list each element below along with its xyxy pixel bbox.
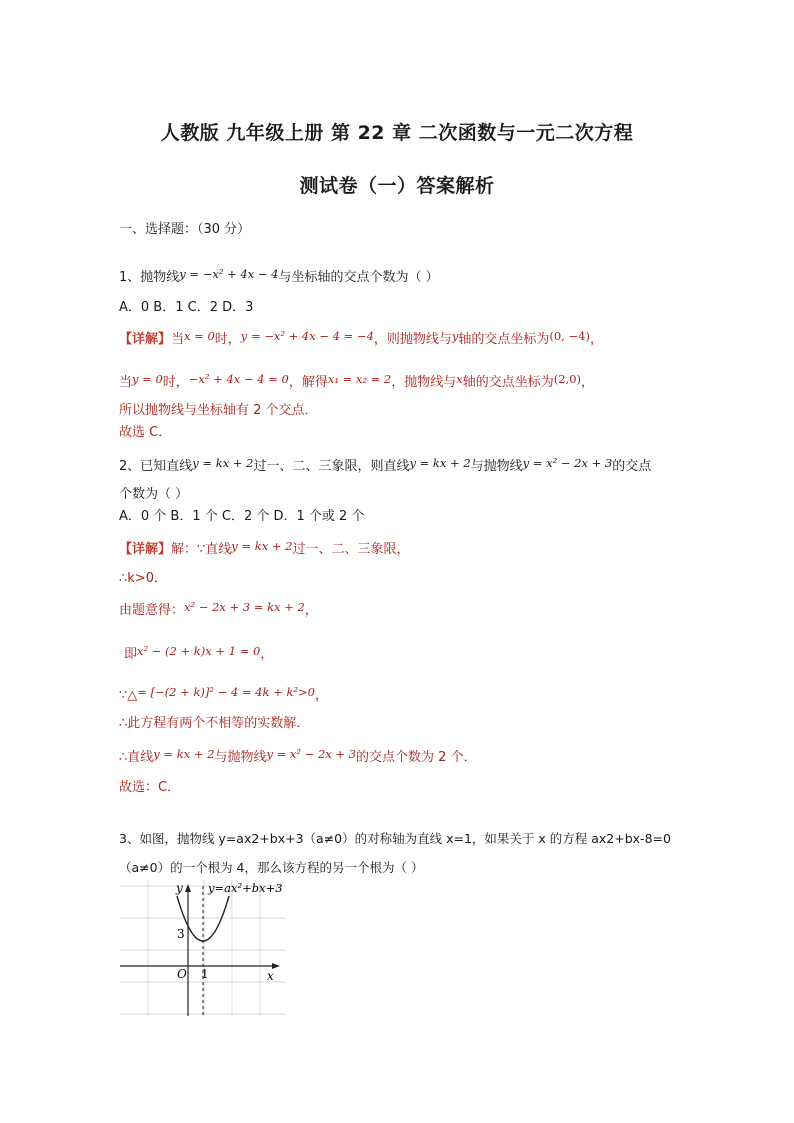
q2-text: 的交点个数为 2 个． xyxy=(356,750,477,765)
graph-label-3: 3 xyxy=(177,927,185,941)
q2-solution-line-5 xyxy=(119,684,328,703)
question-1 xyxy=(119,266,439,285)
q2-text: ， xyxy=(314,688,328,703)
q1-text: ， xyxy=(589,332,603,347)
q1-answer: 故选 C． xyxy=(119,425,172,440)
q2-math: x² − 2x + 3 = kx + 2 xyxy=(184,600,305,614)
q2-solution-line-6: ∴此方程有两个不相等的实数解． xyxy=(119,716,310,731)
section-heading: 一、选择题：（30 分） xyxy=(119,222,251,237)
q1-detail-tag: 【详解】 xyxy=(119,332,172,347)
q2-detail-tag: 【详解】 xyxy=(119,542,172,557)
q1-number: 1、抛物线 xyxy=(119,270,180,285)
q2-answer: 故选：C． xyxy=(119,780,181,795)
q1-text: 时， xyxy=(214,332,241,347)
q2-text: 即 xyxy=(124,647,138,662)
q1-math: (0, −4) xyxy=(549,329,590,343)
q1-solution-line-2 xyxy=(119,371,594,390)
q2-text: ， xyxy=(260,647,274,662)
q1-math: x₁ = x₂ = 2 xyxy=(327,372,392,386)
graph-label-function: y=ax²+bx+3 xyxy=(208,881,283,895)
q2-text: 过一、二、三象限，则直线 xyxy=(253,459,410,474)
q2-text: 的交点 xyxy=(612,459,652,474)
graph-label-1: 1 xyxy=(201,967,209,981)
q1-text: 轴的交点坐标为 xyxy=(458,332,550,347)
q1-text: ，抛物线与 xyxy=(391,375,457,390)
q2-text: ， xyxy=(304,603,318,618)
q2-math: y = kx + 2 xyxy=(409,456,471,470)
q2-text: ∵△ xyxy=(119,688,138,703)
q2-line-2: 个数为（ ） xyxy=(119,487,189,502)
title-line-1: 人教版 九年级上册 第 22 章 二次函数与一元二次方程 xyxy=(160,122,634,144)
q1-text: ， xyxy=(581,375,595,390)
q1-text: 时， xyxy=(162,375,189,390)
parabola-graph xyxy=(118,878,288,1018)
q2-math: y = x² − 2x + 3 xyxy=(266,747,357,761)
q2-solution-line-7 xyxy=(119,746,477,765)
q2-solution-line-2: ∴k>0． xyxy=(119,571,167,586)
q1-math: (2,0) xyxy=(553,372,582,386)
q1-math: x = 0 xyxy=(184,329,215,343)
q2-options: A．0 个 B．1 个 C．2 个 D．1 个或 2 个 xyxy=(119,509,365,524)
graph-label-x: x xyxy=(267,969,274,983)
q2-math: y = kx + 2 xyxy=(153,747,215,761)
q2-text: 解：∵直线 xyxy=(171,542,232,557)
q2-math: y = x² − 2x + 3 xyxy=(522,456,613,470)
q1-math: x xyxy=(456,372,463,386)
q1-math: −x² + 4x − 4 = 0 xyxy=(188,372,289,386)
graph-label-y: y xyxy=(176,881,183,895)
q2-text: 与抛物线 xyxy=(214,750,267,765)
q2-solution-line-1 xyxy=(119,538,409,557)
q2-text: 过一、二、三象限， xyxy=(292,542,410,557)
q1-tail: 与坐标轴的交点个数为（ ） xyxy=(278,270,439,285)
y-axis-arrow xyxy=(185,884,191,892)
q2-solution-line-4 xyxy=(124,643,273,662)
q2-math: y = kx + 2 xyxy=(192,456,254,470)
q1-text: ，则抛物线与 xyxy=(373,332,452,347)
q1-text: 当 xyxy=(119,375,133,390)
q1-solution-line-1 xyxy=(119,328,603,347)
question-3-line-1: 3、如图，抛物线 y=ax2+bx+3（a≠0）的对称轴为直线 x=1，如果关于 x 的方程 ax2+bx-8=0 xyxy=(119,831,671,846)
graph-label-origin: O xyxy=(177,967,187,981)
title-line-2: 测试卷（一）答案解析 xyxy=(299,175,495,197)
q2-text: 与抛物线 xyxy=(470,459,523,474)
q1-text: 轴的交点坐标为 xyxy=(462,375,554,390)
q1-math: y xyxy=(451,329,459,343)
q2-math: y = kx + 2 xyxy=(231,539,293,553)
q1-options: A．0 B．1 C．2 D．3 xyxy=(119,300,254,315)
question-3-line-2: （a≠0）的一个根为 4，那么该方程的另一个根为（ ） xyxy=(119,860,424,875)
q2-text: 由题意得： xyxy=(119,603,185,618)
q2-math: = [−(2 + k)]² − 4 = 4k + k²>0 xyxy=(137,685,315,699)
q2-text: 2、已知直线 xyxy=(119,459,193,474)
q1-equation: y = −x² + 4x − 4 xyxy=(179,267,279,281)
q1-math: y = 0 xyxy=(132,372,163,386)
q2-text: ∴直线 xyxy=(119,750,154,765)
q2-solution-line-3 xyxy=(119,599,318,618)
question-2 xyxy=(119,455,651,474)
q2-math: x² − (2 + k)x + 1 = 0 xyxy=(137,644,261,658)
q1-text: ，解得 xyxy=(288,375,328,390)
q1-text: 当 xyxy=(171,332,185,347)
q1-solution-line-3: 所以抛物线与坐标轴有 2 个交点． xyxy=(119,403,318,418)
q1-math: y = −x² + 4x − 4 = −4 xyxy=(240,329,374,343)
